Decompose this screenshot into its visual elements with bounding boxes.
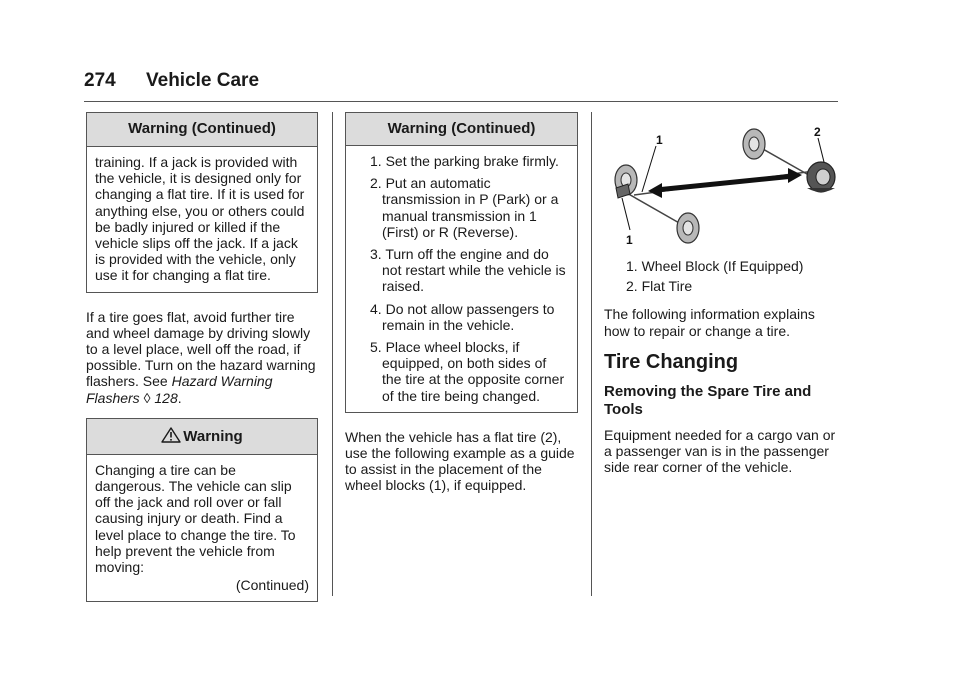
page-number: 274 (84, 70, 116, 91)
warning-continued-heading: Warning (Continued) (87, 113, 317, 147)
step-item: 1. Set the parking brake firmly. (370, 153, 559, 169)
step-item: 5. Place wheel blocks, if equipped, on both sides of the tire at the opposite corner of the tire being changed. (370, 339, 565, 404)
callout-label-top: 1 (656, 133, 663, 147)
flat-tire-paragraph (86, 309, 318, 406)
equipment-paragraph: Equipment needed for a cargo van or a passenger van is in the passenger side rear corner of the vehicle. (604, 426, 836, 476)
warning-continued-box (86, 112, 318, 293)
warning-heading: Warning (183, 427, 243, 445)
page-ref-icon: ◊ (143, 389, 151, 406)
wheel-block-paragraph: When the vehicle has a flat tire (2), use the following example as a guide to assist in the placement of the wheel blocks (1), if equipped. (345, 428, 575, 494)
warning-text: Changing a tire can be dangerous. The vehicle can slip off the jack and roll over or fall causing injury or death. Find a level place to change the tire. To help prevent the vehicle from moving: (95, 461, 296, 576)
column-3 (604, 112, 840, 487)
warning-continued-text: training. If a jack is provided with the vehicle, it is designed only for changing a flat tire. If it is used for anything else, you or others could be badly injured or killed if the vehicle slips off the jack. If a jack is provided with the vehicle, only use it for changing a flat tire. (95, 154, 305, 284)
hazard-flashers-link[interactable]: Hazard Warning Flashers (86, 373, 273, 406)
warning-heading-row (87, 419, 317, 455)
column-2 (345, 112, 578, 506)
warning-steps-box (345, 112, 578, 413)
flat-tire-icon (807, 162, 835, 192)
paragraph-end: . (177, 389, 182, 406)
section-heading: Tire Changing (604, 350, 739, 373)
section-title: Vehicle Care (146, 70, 260, 91)
illustration-legend (604, 258, 840, 294)
subsection-heading: Removing the Spare Tire and Tools (604, 382, 812, 418)
column-1 (86, 112, 318, 618)
step-item: 4. Do not allow passengers to remain in the vehicle. (370, 300, 555, 333)
warning-steps-heading: Warning (Continued) (346, 113, 577, 146)
header-rule (84, 101, 838, 102)
column-divider (591, 112, 592, 596)
step-item: 2. Put an automatic transmission in P (Park) or a manual transmission in 1 (First) or R (Reverse). (370, 175, 559, 240)
warning-steps-list (354, 153, 569, 404)
page-header (84, 70, 259, 92)
legend-item: 1. Wheel Block (If Equipped) (626, 258, 804, 274)
continued-label: (Continued) (235, 577, 309, 594)
step-item: 3. Turn off the engine and do not restart while the vehicle is raised. (370, 246, 566, 295)
warning-box (86, 418, 318, 603)
callout-label-flat: 2 (814, 125, 821, 139)
warning-triangle-icon (161, 427, 181, 443)
callout-label-bottom: 1 (626, 233, 633, 247)
wheel-block-illustration (604, 118, 840, 248)
intro-paragraph: The following information explains how to repair or change a tire. (604, 306, 815, 339)
legend-item: 2. Flat Tire (626, 278, 693, 295)
column-divider (332, 112, 333, 596)
flat-tire-text: If a tire goes flat, avoid further tire and wheel damage by driving slowly to a level place, well off the road, if possible. Turn on the hazard warning flashers. See (86, 308, 316, 390)
page-ref-number[interactable]: 128 (154, 389, 178, 406)
